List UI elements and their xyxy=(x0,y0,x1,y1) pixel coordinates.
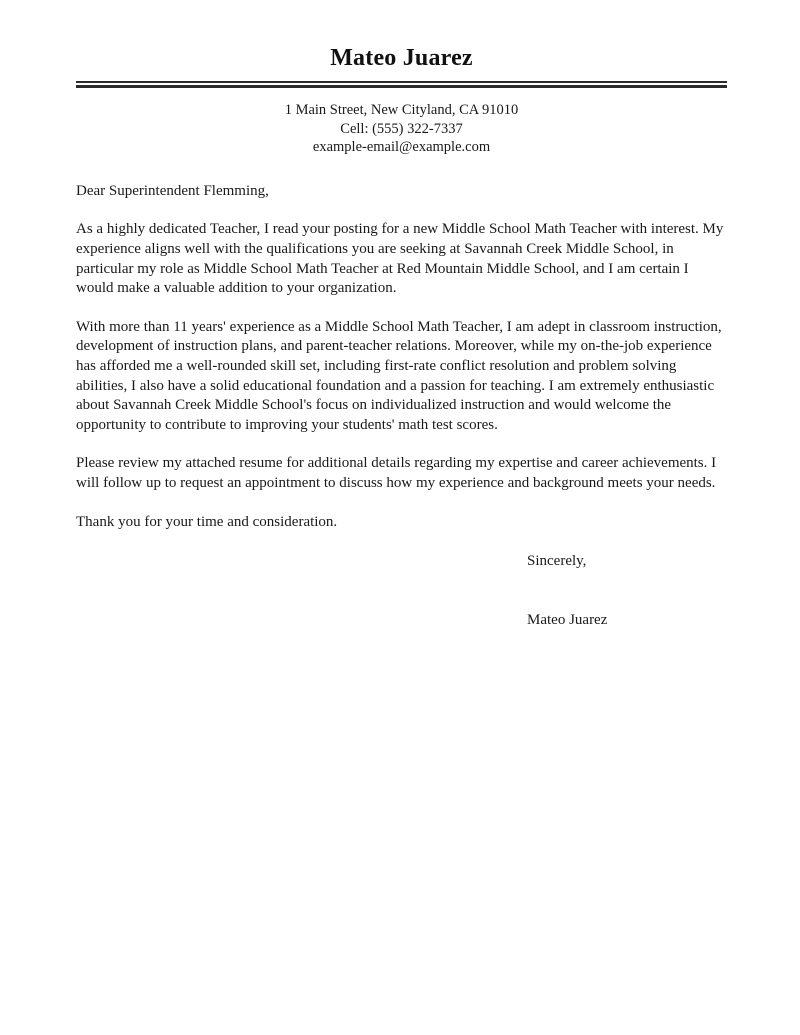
salutation: Dear Superintendent Flemming, xyxy=(76,182,269,199)
cover-letter-body xyxy=(76,0,727,630)
page-title: Mateo Juarez xyxy=(330,45,473,71)
letter-content xyxy=(76,182,727,532)
paragraph-experience: With more than 11 years' experience as a Middle School Math Teacher, I am adept in classroom instruction, development of instruction plans, and parent-teacher relations. Moreover, while my on-the-job experience has afforded me a well-rounded skill set, including first-rate conflict resolution and problem solving abilities, I also have a solid educational foundation and a passion for teaching. I am extremely enthusiastic about Savannah Creek Middle School's focus on individualized instruction and would welcome the opportunity to contribute to improving your students' math test scores. xyxy=(76,318,722,433)
paragraph-thanks: Thank you for your time and consideration. xyxy=(76,513,338,530)
closing-salutation: Sincerely, xyxy=(527,553,587,570)
signature-name: Mateo Juarez xyxy=(527,611,608,628)
contact-block xyxy=(76,101,727,157)
contact-email: example-email@example.com xyxy=(312,139,491,156)
contact-address: 1 Main Street, New Cityland, CA 91010 xyxy=(284,102,519,119)
divider-rule-bottom xyxy=(76,85,727,88)
signature-block xyxy=(76,552,727,630)
contact-phone: Cell: (555) 322-7337 xyxy=(340,120,463,137)
letterhead xyxy=(76,0,727,157)
paragraph-closing-request: Please review my attached resume for additional details regarding my expertise and career achievements. I will follow up to request an appointment to discuss how my experience and background meets your needs. xyxy=(76,455,717,491)
header-divider xyxy=(76,81,727,88)
paragraph-intro: As a highly dedicated Teacher, I read your posting for a new Middle School Math Teacher with interest. My experience aligns well with the qualifications you are seeking at Savannah Creek Middle School, in particular my role as Middle School Math Teacher at Red Mountain Middle School, and I am certain I would make a valuable addition to your organization. xyxy=(76,221,724,297)
